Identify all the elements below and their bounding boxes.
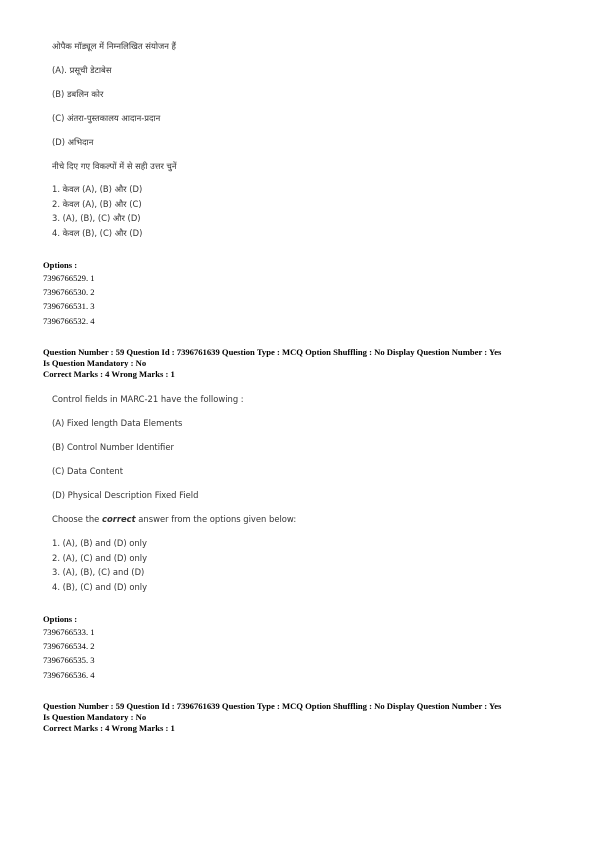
option-id-4: 7396766532. 4 [43,315,95,326]
options-label: Options : [43,614,78,624]
marks-line: Correct Marks : 4 Wrong Marks : 1 [43,723,175,733]
option-id-1: 7396766529. 1 [43,273,95,283]
question-meta-line: Question Number : 59 Question Id : 7396761639 Question Type : MCQ Option Shuffling : No Display Question Number : Yes [43,701,502,711]
statement-a: (A). प्रसूची डेटाबेस [52,65,112,75]
answer-choice-3: 3. (A), (B), (C) और (D) [52,213,141,223]
statement-d: (D) अभिदान [52,137,94,147]
option-id-3: 7396766531. 3 [43,301,95,312]
answer-choice-4: 4. केवल (B), (C) और (D) [52,227,143,238]
options-label: Options : [43,260,78,270]
question-meta-line: Question Number : 59 Question Id : 7396761639 Question Type : MCQ Option Shuffling : No Display Question Number : Yes [43,347,502,357]
statement-a: (A) Fixed length Data Elements [52,418,183,428]
marks-line: Correct Marks : 4 Wrong Marks : 1 [43,369,175,379]
option-id-1: 7396766533. 1 [43,627,95,637]
answer-choice-3: 3. (A), (B), (C) and (D) [52,567,145,577]
statement-b: (B) Control Number Identifier [52,442,174,452]
question-stem: Control fields in MARC-21 have the following : [52,394,244,404]
option-id-4: 7396766536. 4 [43,669,95,680]
options-block-2 [43,614,563,682]
mandatory-line: Is Question Mandatory : No [43,358,147,368]
statement-b: (B) डबलिन कोर [52,89,104,99]
option-id-2: 7396766534. 2 [43,641,95,652]
statement-c: (C) Data Content [52,466,124,476]
question-header-1 [43,347,563,380]
question-header-2 [43,701,563,734]
answer-choice-1: 1. (A), (B) and (D) only [52,538,147,548]
instruction-text: Choose the [52,514,102,524]
question-stem: ओपैक मॉड्यूल में निम्नलिखित संयोजन हैं [52,41,176,51]
option-id-2: 7396766530. 2 [43,287,95,298]
answer-choice-2: 2. केवल (A), (B) और (C) [52,198,142,209]
option-id-3: 7396766535. 3 [43,655,95,666]
instruction-emphasis: correct [102,514,136,524]
options-block-1 [43,260,563,328]
answer-choice-2: 2. (A), (C) and (D) only [52,552,148,563]
instruction-text-end: answer from the options given below: [135,514,297,524]
statement-d: (D) Physical Description Fixed Field [52,490,199,500]
question-59-english [52,394,552,594]
statement-c: (C) अंतरा-पुस्तकालय आदान-प्रदान [52,113,161,123]
mandatory-line: Is Question Mandatory : No [43,712,147,722]
answer-choice-1: 1. केवल (A), (B) और (D) [52,184,143,194]
answer-choices [52,182,552,240]
answer-choices [52,536,552,594]
question-instruction: नीचे दिए गए विकल्पों में से सही उत्तर चुनें [52,161,177,171]
question-58-hindi [52,41,552,240]
question-instruction [52,514,552,525]
answer-choice-4: 4. (B), (C) and (D) only [52,581,148,592]
